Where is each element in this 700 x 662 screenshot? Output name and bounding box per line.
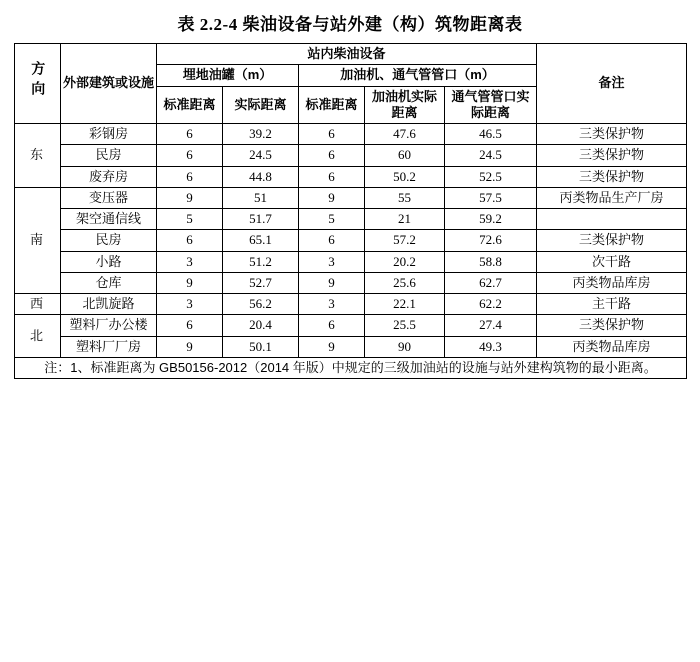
row-remark: 三类保护物 [537,145,687,166]
row-tank-standard: 6 [157,315,223,336]
row-disp-actual: 21 [365,209,445,230]
table-row [15,272,687,293]
row-disp-standard: 9 [299,272,365,293]
row-disp-standard: 5 [299,209,365,230]
row-remark: 丙类物品库房 [537,272,687,293]
row-tank-standard: 6 [157,230,223,251]
row-direction: 东 [15,124,61,188]
row-disp-standard: 9 [299,336,365,357]
row-vent-actual: 58.8 [445,251,537,272]
header-tank-actual: 实际距离 [223,86,299,124]
row-tank-standard: 5 [157,209,223,230]
row-vent-actual: 24.5 [445,145,537,166]
distance-table [14,43,687,379]
header-station-group: 站内柴油设备 [157,44,537,65]
row-direction: 南 [15,187,61,293]
row-disp-actual: 60 [365,145,445,166]
row-facility: 民房 [61,145,157,166]
row-vent-actual: 62.2 [445,294,537,315]
row-disp-actual: 57.2 [365,230,445,251]
row-tank-standard: 3 [157,294,223,315]
header-tank-group: 埋地油罐（m） [157,65,299,86]
header-direction-label: 方向 [30,61,47,102]
row-vent-actual: 46.5 [445,124,537,145]
row-vent-actual: 57.5 [445,187,537,208]
row-remark: 三类保护物 [537,230,687,251]
page-title: 表 2.2-4 柴油设备与站外建（构）筑物距离表 [177,15,523,34]
table-header [15,44,687,124]
row-tank-actual: 20.4 [223,315,299,336]
row-tank-standard: 9 [157,187,223,208]
row-disp-actual: 90 [365,336,445,357]
table-row [15,166,687,187]
row-remark: 三类保护物 [537,166,687,187]
row-facility: 北凯旋路 [61,294,157,315]
row-tank-standard: 9 [157,272,223,293]
row-facility: 仓库 [61,272,157,293]
header-vent-actual: 通气管管口实际距离 [445,86,537,124]
header-facility: 外部建筑或设施 [61,44,157,124]
row-vent-actual: 62.7 [445,272,537,293]
row-tank-actual: 56.2 [223,294,299,315]
row-vent-actual: 49.3 [445,336,537,357]
table-body [15,124,687,379]
row-remark: 丙类物品库房 [537,336,687,357]
row-disp-standard: 6 [299,145,365,166]
table-row [15,315,687,336]
row-vent-actual: 72.6 [445,230,537,251]
row-disp-actual: 20.2 [365,251,445,272]
header-disp-standard: 标准距离 [299,86,365,124]
row-tank-actual: 44.8 [223,166,299,187]
row-direction: 西 [15,294,61,315]
row-disp-actual: 50.2 [365,166,445,187]
row-disp-standard: 3 [299,251,365,272]
row-facility: 民房 [61,230,157,251]
row-vent-actual: 52.5 [445,166,537,187]
row-facility: 废弃房 [61,166,157,187]
header-row-1 [15,44,687,65]
row-disp-standard: 3 [299,294,365,315]
row-facility: 架空通信线 [61,209,157,230]
row-disp-actual: 47.6 [365,124,445,145]
row-facility: 塑料厂办公楼 [61,315,157,336]
table-row [15,294,687,315]
row-disp-standard: 6 [299,166,365,187]
row-disp-actual: 22.1 [365,294,445,315]
header-remark: 备注 [537,44,687,124]
table-row [15,124,687,145]
header-direction [15,44,61,124]
row-disp-actual: 55 [365,187,445,208]
table-row [15,145,687,166]
table-row [15,251,687,272]
row-facility: 塑料厂厂房 [61,336,157,357]
header-tank-standard: 标准距离 [157,86,223,124]
row-remark: 三类保护物 [537,124,687,145]
row-facility: 小路 [61,251,157,272]
table-row [15,209,687,230]
table-note: 注：1、标准距离为 GB50156-2012（2014 年版）中规定的三级加油站的设施与站外建构筑物的最小距离。 [15,357,687,378]
row-tank-actual: 65.1 [223,230,299,251]
table-row [15,336,687,357]
row-disp-actual: 25.5 [365,315,445,336]
row-disp-standard: 6 [299,230,365,251]
header-dispenser-group: 加油机、通气管管口（m） [299,65,537,86]
row-vent-actual: 27.4 [445,315,537,336]
table-row [15,187,687,208]
row-vent-actual: 59.2 [445,209,537,230]
row-tank-actual: 51 [223,187,299,208]
row-tank-actual: 51.2 [223,251,299,272]
row-tank-actual: 50.1 [223,336,299,357]
row-disp-actual: 25.6 [365,272,445,293]
row-tank-standard: 6 [157,124,223,145]
row-tank-actual: 39.2 [223,124,299,145]
row-tank-standard: 6 [157,145,223,166]
row-disp-standard: 9 [299,187,365,208]
row-facility: 彩钢房 [61,124,157,145]
row-facility: 变压器 [61,187,157,208]
row-tank-standard: 9 [157,336,223,357]
table-note-row [15,357,687,378]
row-remark [537,209,687,230]
row-remark: 次干路 [537,251,687,272]
row-tank-actual: 24.5 [223,145,299,166]
row-disp-standard: 6 [299,124,365,145]
row-tank-actual: 52.7 [223,272,299,293]
row-tank-standard: 6 [157,166,223,187]
row-tank-actual: 51.7 [223,209,299,230]
row-disp-standard: 6 [299,315,365,336]
row-remark: 三类保护物 [537,315,687,336]
header-disp-actual: 加油机实际距离 [365,86,445,124]
row-direction: 北 [15,315,61,358]
row-remark: 主干路 [537,294,687,315]
row-remark: 丙类物品生产厂房 [537,187,687,208]
table-row [15,230,687,251]
row-tank-standard: 3 [157,251,223,272]
